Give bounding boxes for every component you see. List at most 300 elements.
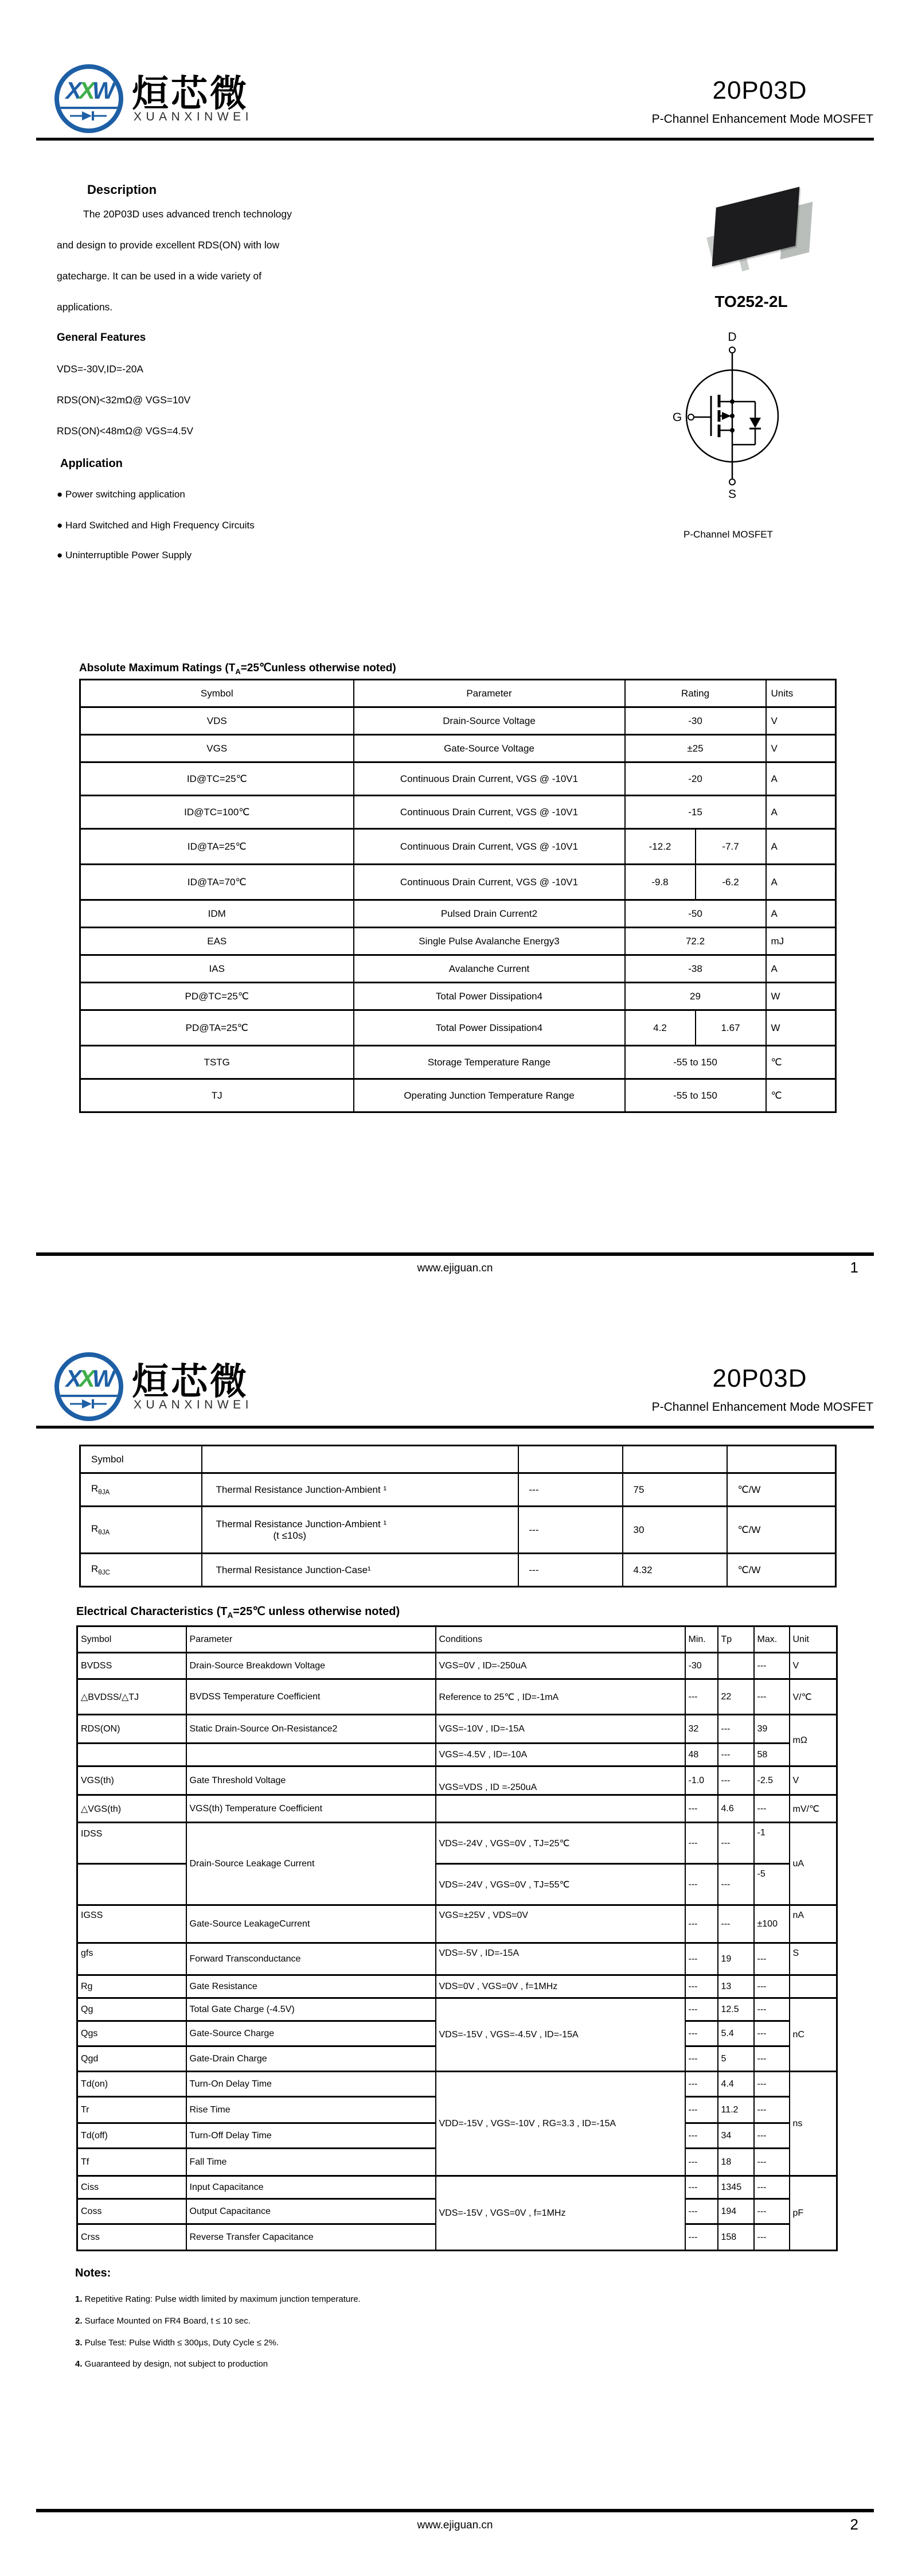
amr-units: W [766,1010,836,1046]
ec-conditions: VDD=-15V , VGS=-10V , RG=3.3 , ID=-15A [436,2072,685,2176]
amr-rating: -38 [625,955,766,983]
amr-row [80,707,836,735]
amr-row [80,955,836,983]
ec-min: --- [685,2021,718,2046]
feature-item: VDS=-30V,ID=-20A [57,363,144,375]
ec-min: --- [685,1998,718,2021]
ec-min: -30 [685,1653,718,1679]
ec-row [77,1766,837,1795]
amr-parameter: Total Power Dissipation4 [354,983,625,1010]
amr-parameter: Storage Temperature Range [354,1046,625,1079]
ec-max: --- [754,1795,790,1823]
amr-row [80,829,836,865]
ec-parameter: Rise Time [186,2097,436,2123]
ec-parameter: Gate Threshold Voltage [186,1766,436,1795]
amr-row [80,928,836,955]
amr-row [80,796,836,829]
ec-conditions: VDS=-5V , ID=-15A [436,1943,685,1975]
thermal-units: ℃/W [727,1473,836,1507]
ec-min: -1.0 [685,1766,718,1795]
logo-chinese-name: 烜芯微 [132,1361,249,1402]
device-subtitle: P-Channel Enhancement Mode MOSFET [651,112,873,126]
amr-rating-b: -6.2 [696,865,766,900]
electrical-characteristics-table [76,1625,838,2251]
logo-xxw-letters: XXW [65,77,112,104]
amr-symbol: ID@TC=100℃ [80,796,354,829]
amr-units: ℃ [766,1079,836,1112]
amr-symbol: PD@TC=25℃ [80,983,354,1010]
amr-rating: -20 [625,762,766,796]
amr-units: mJ [766,928,836,955]
ec-max: --- [754,1998,790,2021]
amr-col-rating: Rating [625,680,766,707]
page-number: 1 [850,1259,858,1276]
ec-max: --- [754,2072,790,2097]
amr-rating-a: 4.2 [625,1010,696,1046]
ec-conditions: VDS=-24V , VGS=0V , TJ=25℃ [436,1823,685,1864]
ec-row [77,1795,837,1823]
thermal-value: 4.32 [623,1554,727,1587]
logo-band [59,107,119,123]
amr-col-units: Units [766,680,836,707]
ec-symbol: VGS(th) [77,1766,186,1795]
source-pin-label: S [728,488,737,501]
ec-row [77,1998,837,2021]
thermal-row [80,1554,836,1587]
amr-symbol: TJ [80,1079,354,1112]
header-rule [36,1426,874,1429]
amr-units: V [766,707,836,735]
ec-unit: uA [790,1823,837,1905]
ec-symbol: Ciss [77,2176,186,2199]
ec-unit: S [790,1943,837,1975]
ec-conditions: VDS=-15V , VGS=-4.5V , ID=-15A [436,1998,685,2072]
ec-max: --- [754,2199,790,2224]
ec-symbol: Qgd [77,2046,186,2072]
ec-conditions: VGS=-4.5V , ID=-10A [436,1744,685,1766]
application-title: Application [60,457,123,470]
amr-units: A [766,900,836,928]
ec-unit: mV/℃ [790,1795,837,1823]
thermal-value: 75 [623,1473,727,1507]
amr-rating: -15 [625,796,766,829]
amr-symbol: EAS [80,928,354,955]
ec-max: --- [754,2176,790,2199]
ec-max: 58 [754,1744,790,1766]
ec-col-unit: Unit [790,1626,837,1653]
company-logo [54,64,123,133]
amr-symbol: ID@TA=25℃ [80,829,354,865]
ec-min: --- [685,1864,718,1905]
amr-rating-b: 1.67 [696,1010,766,1046]
ec-unit: mΩ [790,1715,837,1766]
ec-parameter: Gate-Source LeakageCurrent [186,1905,436,1943]
ec-row [77,1653,837,1679]
ec-parameter: VGS(th) Temperature Coefficient [186,1795,436,1823]
mosfet-symbol-caption: P-Channel MOSFET [684,529,773,540]
thermal-row [80,1507,836,1554]
note-item: 1. Repetitive Rating: Pulse width limited by maximum junction temperature. [75,2294,361,2304]
drain-pin-label: D [728,330,737,344]
ec-tp [718,1653,754,1679]
amr-parameter: Gate-Source Voltage [354,735,625,762]
ec-symbol [77,1744,186,1766]
ec-symbol: Crss [77,2224,186,2251]
amr-units: W [766,983,836,1010]
ec-max: -1 [754,1823,790,1864]
ec-max: -2.5 [754,1766,790,1795]
amr-rating-b: -7.7 [696,829,766,865]
amr-units: A [766,762,836,796]
amr-parameter: Operating Junction Temperature Range [354,1079,625,1112]
ec-col-conditions: Conditions [436,1626,685,1653]
ec-tp: 4.4 [718,2072,754,2097]
absolute-maximum-ratings-table [79,679,837,1113]
ec-symbol: △VGS(th) [77,1795,186,1823]
thermal-col-units [727,1446,836,1473]
amr-rating: -50 [625,900,766,928]
amr-row [80,1079,836,1112]
ec-symbol: Tf [77,2149,186,2176]
thermal-value: --- [518,1473,623,1507]
amr-header-row [80,680,836,707]
thermal-symbol: $R_{\theta JA}$ [80,1507,202,1554]
footer-rule [36,1252,874,1256]
amr-units: A [766,796,836,829]
ec-conditions: VGS=±25V , VDS=0V [436,1905,685,1943]
ec-row [77,1715,837,1744]
ec-parameter: Drain-Source Leakage Current [186,1823,436,1905]
ec-symbol: Qgs [77,2021,186,2046]
amr-units: A [766,829,836,865]
ec-symbol: Td(off) [77,2123,186,2149]
amr-rating: ±25 [625,735,766,762]
ec-max: --- [754,1943,790,1975]
ec-tp: 11.2 [718,2097,754,2123]
ec-min: --- [685,2224,718,2251]
thermal-header-row [80,1446,836,1473]
amr-col-parameter: Parameter [354,680,625,707]
package-photo [697,194,829,274]
footer-rule [36,2509,874,2512]
ec-unit: V/℃ [790,1679,837,1715]
ec-col-parameter: Parameter [186,1626,436,1653]
ec-max: --- [754,2149,790,2176]
amr-symbol: IAS [80,955,354,983]
amr-parameter: Continuous Drain Current, VGS @ -10V1 [354,762,625,796]
package-name-label: TO252-2L [714,293,788,310]
ec-parameter: Output Capacitance [186,2199,436,2224]
note-item: 2. Surface Mounted on FR4 Board, t ≤ 10 sec. [75,2316,251,2326]
ec-tp: 34 [718,2123,754,2149]
thermal-col-3 [518,1446,623,1473]
thermal-symbol: $R_{\theta JA}$ [80,1473,202,1507]
ec-parameter: Gate-Drain Charge [186,2046,436,2072]
amr-symbol: VDS [80,707,354,735]
ec-conditions: VDS=-15V , VGS=0V , f=1MHz [436,2176,685,2251]
ec-symbol: BVDSS [77,1653,186,1679]
ec-parameter: Reverse Transfer Capacitance [186,2224,436,2251]
application-item: ● Uninterruptible Power Supply [57,550,192,561]
ec-row [77,2072,837,2097]
mosfet-schematic-symbol [622,327,794,511]
description-line: and design to provide excellent RDS(ON) with low [57,239,280,251]
ec-max: --- [754,1975,790,1998]
amr-parameter: Avalanche Current [354,955,625,983]
amr-symbol: IDM [80,900,354,928]
ec-max: --- [754,2123,790,2149]
amr-row [80,762,836,796]
ec-parameter: Static Drain-Source On-Resistance2 [186,1715,436,1744]
amr-symbol: ID@TA=70℃ [80,865,354,900]
ec-tp: 19 [718,1943,754,1975]
amr-parameter: Continuous Drain Current, VGS @ -10V1 [354,865,625,900]
amr-rating-a: -12.2 [625,829,696,865]
thermal-units: ℃/W [727,1554,836,1587]
ec-min: --- [685,1679,718,1715]
thermal-parameter: Thermal Resistance Junction-Case¹ [202,1554,518,1587]
amr-units: A [766,865,836,900]
ec-max: --- [754,2224,790,2251]
amr-symbol: PD@TA=25℃ [80,1010,354,1046]
ec-max: --- [754,2097,790,2123]
ec-parameter: Turn-Off Delay Time [186,2123,436,2149]
thermal-col-4 [623,1446,727,1473]
feature-item: RDS(ON)<32mΩ@ VGS=10V [57,394,191,406]
ec-unit [790,1975,837,1998]
ec-symbol: Coss [77,2199,186,2224]
amr-rating: -55 to 150 [625,1079,766,1112]
application-item: ● Hard Switched and High Frequency Circuits [57,520,255,531]
amr-row [80,1010,836,1046]
ec-row [77,2176,837,2199]
ec-unit: pF [790,2176,837,2251]
ec-conditions: VGS=-10V , ID=-15A [436,1715,685,1744]
ec-header-row [77,1626,837,1653]
ec-min: --- [685,1975,718,1998]
ec-min: --- [685,2199,718,2224]
ec-parameter: Fall Time [186,2149,436,2176]
ec-conditions: VDS=-24V , VGS=0V , TJ=55℃ [436,1864,685,1905]
ec-parameter: Drain-Source Breakdown Voltage [186,1653,436,1679]
ec-min: --- [685,1823,718,1864]
amr-parameter: Continuous Drain Current, VGS @ -10V1 [354,829,625,865]
amr-symbol: TSTG [80,1046,354,1079]
application-item: ● Power switching application [57,489,185,500]
ec-unit: V [790,1653,837,1679]
ec-tp: 12.5 [718,1998,754,2021]
ec-min: --- [685,2072,718,2097]
ec-tp: --- [718,1905,754,1943]
ec-tp: 13 [718,1975,754,1998]
amr-symbol: ID@TC=25℃ [80,762,354,796]
header-rule [36,138,874,141]
logo-english-name: XUANXINWEI [134,1398,253,1411]
notes-title: Notes: [75,2267,111,2279]
page-number: 2 [850,2516,858,2533]
amr-title: Absolute Maximum Ratings ($T_A=25℃unless$ otherwise noted) [79,662,396,676]
device-subtitle: P-Channel Enhancement Mode MOSFET [651,1400,873,1414]
ec-row [77,1679,837,1715]
ec-parameter: Turn-On Delay Time [186,2072,436,2097]
amr-rating: -55 to 150 [625,1046,766,1079]
amr-parameter: Continuous Drain Current, VGS @ -10V1 [354,796,625,829]
diode-icon [70,1399,108,1409]
ec-tp: --- [718,1766,754,1795]
thermal-parameter: Thermal Resistance Junction-Ambient ¹ (t ≤10s) [202,1507,518,1554]
ec-row [77,1975,837,1998]
amr-row [80,1046,836,1079]
ec-tp: 158 [718,2224,754,2251]
ec-symbol: Td(on) [77,2072,186,2097]
amr-row [80,983,836,1010]
footer-website[interactable]: www.ejiguan.cn [417,1262,493,1274]
amr-parameter: Single Pulse Avalanche Energy3 [354,928,625,955]
thermal-resistance-table [79,1445,837,1587]
ec-conditions [436,1795,685,1823]
ec-tp: 18 [718,2149,754,2176]
ec-parameter [186,1744,436,1766]
ec-tp: --- [718,1864,754,1905]
ec-max: --- [754,1653,790,1679]
amr-rating-a: -9.8 [625,865,696,900]
thermal-symbol: $R_{\theta JC}$ [80,1554,202,1587]
ec-parameter: Total Gate Charge (-4.5V) [186,1998,436,2021]
amr-rating: 29 [625,983,766,1010]
amr-col-symbol: Symbol [80,680,354,707]
footer-website[interactable]: www.ejiguan.cn [417,2519,493,2531]
amr-parameter: Total Power Dissipation4 [354,1010,625,1046]
ec-col-tp: Tp [718,1626,754,1653]
ec-min: --- [685,1795,718,1823]
ec-conditions: VGS=0V , ID=-250uA [436,1653,685,1679]
description-line: gatecharge. It can be used in a wide variety of [57,270,262,282]
ec-symbol [77,1864,186,1905]
thermal-value: 30 [623,1507,727,1554]
thermal-parameter-note: (t ≤10s) [273,1530,307,1541]
amr-units: ℃ [766,1046,836,1079]
ec-min: --- [685,2097,718,2123]
ec-unit: nC [790,1998,837,2072]
ec-symbol: RDS(ON) [77,1715,186,1744]
ec-min: --- [685,1905,718,1943]
ec-parameter: BVDSS Temperature Coefficient [186,1679,436,1715]
ec-tp: 194 [718,2199,754,2224]
note-item: 3. Pulse Test: Pulse Width ≤ 300μs, Duty Cycle ≤ 2%. [75,2338,279,2348]
amr-row [80,865,836,900]
ec-parameter: Gate Resistance [186,1975,436,1998]
ec-col-max: Max. [754,1626,790,1653]
ec-tp: --- [718,1823,754,1864]
ec-min: --- [685,2149,718,2176]
ec-conditions: Reference to 25℃ , ID=-1mA [436,1679,685,1715]
general-features-title: General Features [57,332,146,344]
ec-unit: ns [790,2072,837,2176]
ec-max: --- [754,2046,790,2072]
ec-max: --- [754,1679,790,1715]
ec-parameter: Gate-Source Charge [186,2021,436,2046]
feature-item: RDS(ON)<48mΩ@ VGS=4.5V [57,425,194,437]
amr-units: A [766,955,836,983]
company-logo [54,1352,123,1421]
thermal-col-parameter [202,1446,518,1473]
ec-symbol: IDSS [77,1823,186,1864]
amr-row [80,735,836,762]
logo-xxw-letters: XXW [65,1365,112,1392]
amr-rating: 72.2 [625,928,766,955]
description-line: applications. [57,301,113,313]
ec-tp: --- [718,1715,754,1744]
ec-parameter: Forward Transconductance [186,1943,436,1975]
thermal-parameter: Thermal Resistance Junction-Ambient ¹ [202,1473,518,1507]
part-number: 20P03D [712,1364,807,1392]
ec-min: --- [685,1943,718,1975]
ec-row [77,1943,837,1975]
amr-parameter: Pulsed Drain Current2 [354,900,625,928]
amr-parameter: Drain-Source Voltage [354,707,625,735]
ec-row [77,1823,837,1864]
ec-symbol: Qg [77,1998,186,2021]
ec-min: --- [685,2046,718,2072]
ec-title: Electrical Characteristics ($T_A=25℃$ unless otherwise noted) [76,1605,400,1620]
ec-tp: --- [718,1744,754,1766]
logo-chinese-name: 烜芯微 [132,73,249,114]
thermal-row [80,1473,836,1507]
ec-row [77,1744,837,1766]
ec-tp: 4.6 [718,1795,754,1823]
logo-band [59,1395,119,1411]
thermal-col-symbol: Symbol [80,1446,202,1473]
ec-col-min: Min. [685,1626,718,1653]
ec-min: 48 [685,1744,718,1766]
ec-tp: 5 [718,2046,754,2072]
gate-pin-label: G [672,411,682,424]
amr-units: V [766,735,836,762]
ec-max: 39 [754,1715,790,1744]
ec-symbol: Tr [77,2097,186,2123]
ec-symbol: IGSS [77,1905,186,1943]
ec-unit: V [790,1766,837,1795]
ec-col-symbol: Symbol [77,1626,186,1653]
thermal-value: --- [518,1554,623,1587]
ec-symbol: gfs [77,1943,186,1975]
note-item: 4. Guaranteed by design, not subject to production [75,2359,268,2369]
ec-unit: nA [790,1905,837,1943]
ec-symbol: △BVDSS/△TJ [77,1679,186,1715]
part-number: 20P03D [712,76,807,104]
datasheet-page-2 [0,1288,910,2576]
ec-min: 32 [685,1715,718,1744]
amr-rating: -30 [625,707,766,735]
ec-max: ±100 [754,1905,790,1943]
ec-tp: 1345 [718,2176,754,2199]
amr-row [80,900,836,928]
amr-symbol: VGS [80,735,354,762]
ec-parameter: Input Capacitance [186,2176,436,2199]
diode-icon [70,111,108,121]
description-title: Description [87,182,157,197]
thermal-value: --- [518,1507,623,1554]
ec-row [77,1905,837,1943]
ec-conditions: VDS=0V , VGS=0V , f=1MHz [436,1975,685,1998]
ec-min: --- [685,2123,718,2149]
ec-tp: 22 [718,1679,754,1715]
ec-symbol: Rg [77,1975,186,1998]
ec-max: --- [754,2021,790,2046]
thermal-units: ℃/W [727,1507,836,1554]
ec-tp: 5.4 [718,2021,754,2046]
ec-conditions: VGS=VDS , ID =-250uA [436,1766,685,1795]
